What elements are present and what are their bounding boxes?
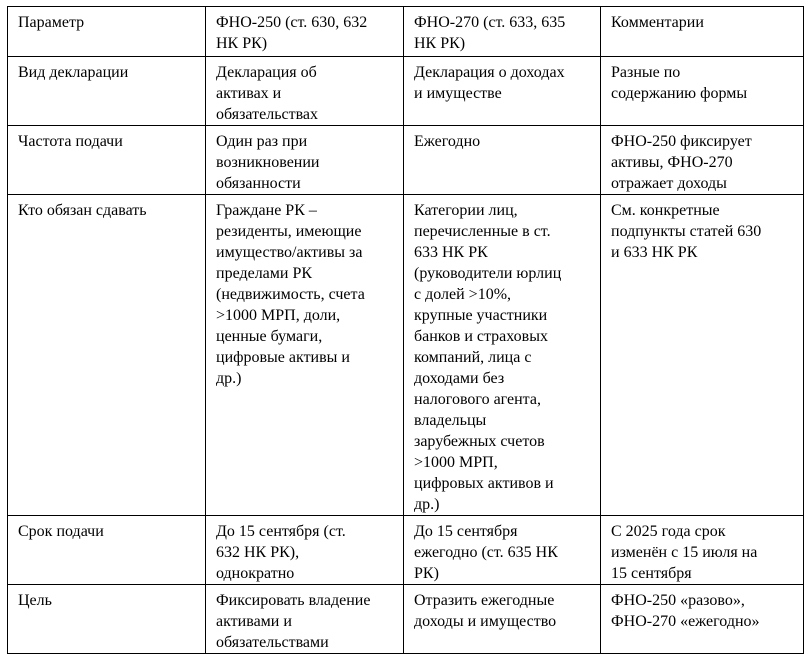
header-cell-parameter: Параметр	[8, 7, 206, 57]
table-cell: До 15 сентября (ст. 632 НК РК), однократно	[206, 516, 404, 585]
table-cell: Декларация об активах и обязательствах	[206, 57, 404, 126]
table-row	[8, 57, 804, 126]
header-cell-comments: Комментарии	[601, 7, 804, 57]
table-cell: ФНО-250 фиксирует активы, ФНО-270 отражает доходы	[601, 126, 804, 195]
table-cell: Отразить ежегодные доходы и имущество	[404, 585, 601, 654]
table-cell: До 15 сентября ежегодно (ст. 635 НК РК)	[404, 516, 601, 585]
row-label-declaration-type: Вид декларации	[8, 57, 206, 126]
table-cell: Фиксировать владение активами и обязательствами	[206, 585, 404, 654]
header-cell-fno270: ФНО-270 (ст. 633, 635 НК РК)	[404, 7, 601, 57]
table-cell: ФНО-250 «разово», ФНО-270 «ежегодно»	[601, 585, 804, 654]
table-cell: Категории лиц, перечисленные в ст. 633 НК РК (руководители юрлиц с долей >10%, крупные участники банков и страховых компаний, лица с доходами без налогового агента, владельцы зарубежных счетов >1000 МРП, цифровых активов и др.)	[404, 195, 601, 516]
row-label-who-files: Кто обязан сдавать	[8, 195, 206, 516]
table-cell: Граждане РК – резиденты, имеющие имущество/активы за пределами РК (недвижимость, счета >1000 МРП, доли, ценные бумаги, цифровые активы и др.)	[206, 195, 404, 516]
table-cell: С 2025 года срок изменён с 15 июля на 15 сентября	[601, 516, 804, 585]
table-row	[8, 126, 804, 195]
table-row	[8, 195, 804, 516]
table-row	[8, 585, 804, 654]
header-cell-fno250: ФНО-250 (ст. 630, 632 НК РК)	[206, 7, 404, 57]
table-row	[8, 516, 804, 585]
comparison-table	[7, 6, 804, 654]
table-cell: Ежегодно	[404, 126, 601, 195]
table-header-row	[8, 7, 804, 57]
row-label-purpose: Цель	[8, 585, 206, 654]
table-cell: Один раз при возникновении обязанности	[206, 126, 404, 195]
table-cell: Декларация о доходах и имуществе	[404, 57, 601, 126]
table-cell: Разные по содержанию формы	[601, 57, 804, 126]
row-label-deadline: Срок подачи	[8, 516, 206, 585]
table-cell: См. конкретные подпункты статей 630 и 633 НК РК	[601, 195, 804, 516]
row-label-frequency: Частота подачи	[8, 126, 206, 195]
